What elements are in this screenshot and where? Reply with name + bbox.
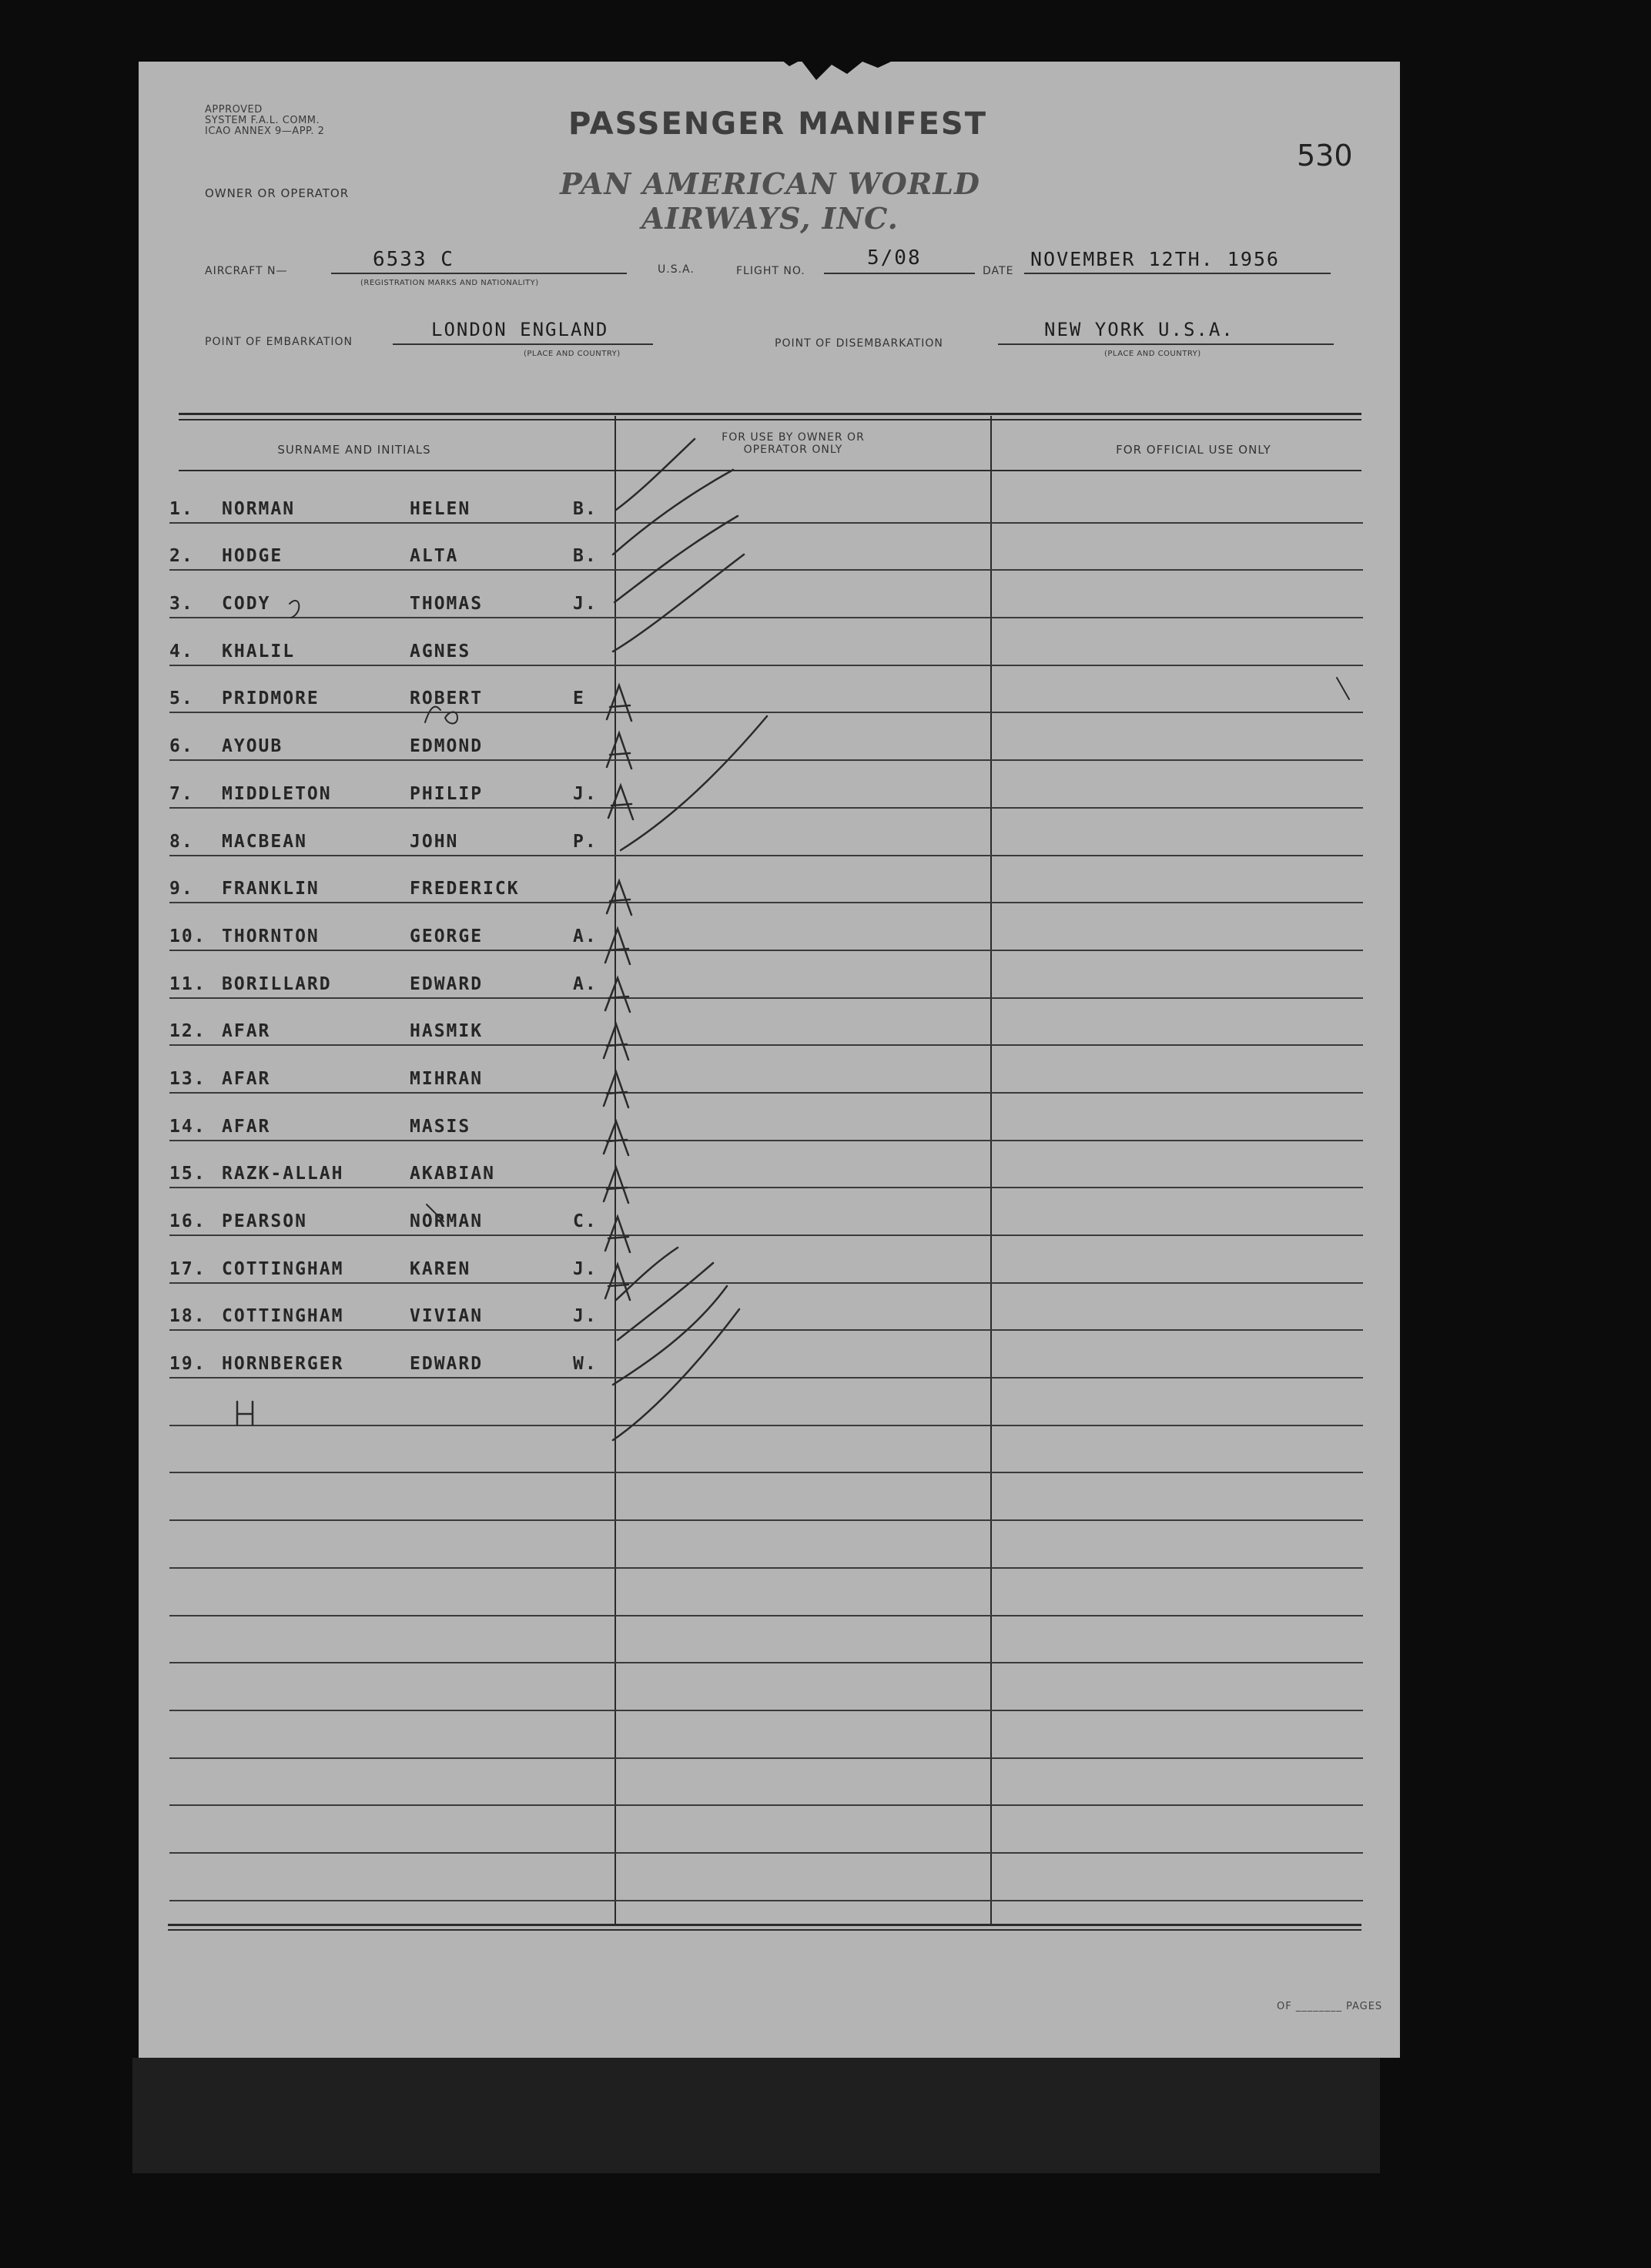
table-row	[169, 571, 1363, 618]
table-row	[169, 1094, 1363, 1141]
page-number: 530	[1297, 139, 1353, 173]
table-row	[169, 856, 1363, 904]
aircraft-label: AIRCRAFT N—	[205, 265, 288, 277]
table-row	[169, 618, 1363, 666]
table-row	[169, 1806, 1363, 1854]
flight-label: FLIGHT NO.	[736, 265, 805, 277]
disembarkation-note: (PLACE AND COUNTRY)	[1104, 350, 1201, 358]
passenger-initial: B.	[573, 546, 598, 567]
passenger-surname: RAZK-ALLAH	[222, 1164, 344, 1184]
date-label: DATE	[983, 265, 1014, 277]
passenger-list	[169, 476, 1363, 1901]
table-row	[169, 1521, 1363, 1569]
passenger-surname: COTTINGHAM	[222, 1258, 344, 1279]
table-row	[169, 761, 1363, 809]
flight-value: 5/08	[867, 246, 922, 270]
passenger-number: 17 .	[169, 1259, 231, 1279]
table-row	[169, 1379, 1363, 1426]
passenger-given-name: JOHN	[410, 831, 459, 852]
manifest-sheet	[139, 62, 1400, 2058]
table-row	[169, 1854, 1363, 1901]
approval-line: SYSTEM F.A.L. COMM.	[205, 115, 320, 126]
table-bottom-rule	[168, 1929, 1361, 1931]
passenger-given-name: HASMIK	[410, 1021, 484, 1042]
passenger-number: 6 .	[169, 736, 231, 756]
table-row	[169, 524, 1363, 571]
passenger-number: 1 .	[169, 499, 231, 519]
table-top-rule	[179, 413, 1361, 415]
table-row	[169, 1188, 1363, 1236]
registration-note: (REGISTRATION MARKS AND NATIONALITY)	[360, 279, 539, 287]
embarkation-value: LONDON ENGLAND	[431, 319, 609, 340]
pages-label: OF ________ PAGES	[1277, 2001, 1383, 2012]
embarkation-label: POINT OF EMBARKATION	[205, 336, 353, 348]
aircraft-line	[331, 273, 627, 274]
passenger-given-name: KAREN	[410, 1258, 471, 1279]
passenger-surname: PRIDMORE	[222, 688, 320, 709]
passenger-initial: J.	[573, 1306, 598, 1327]
approval-line: APPROVED	[205, 104, 263, 116]
passenger-surname: PEARSON	[222, 1211, 307, 1231]
passenger-number: 7 .	[169, 784, 231, 804]
passenger-surname: AYOUB	[222, 736, 283, 757]
page-title: PASSENGER MANIFEST	[568, 106, 987, 142]
passenger-initial: A.	[573, 973, 598, 994]
passenger-number: 13 .	[169, 1069, 231, 1089]
passenger-given-name: NORMAN	[410, 1211, 484, 1231]
passenger-given-name: ROBERT	[410, 688, 484, 709]
passenger-number: 16 .	[169, 1211, 231, 1231]
table-row	[169, 713, 1363, 761]
aircraft-value: 6533 C	[373, 248, 454, 271]
torn-edge	[747, 57, 901, 88]
table-row	[169, 999, 1363, 1047]
passenger-initial: J.	[573, 1258, 598, 1279]
passenger-number: 2 .	[169, 546, 231, 566]
table-row	[169, 1046, 1363, 1094]
passenger-number: 3 .	[169, 594, 231, 614]
passenger-number: 8 .	[169, 832, 231, 852]
passenger-surname: CODY	[222, 594, 271, 615]
passenger-initial: J.	[573, 594, 598, 615]
table-row	[169, 1284, 1363, 1332]
table-row	[169, 809, 1363, 856]
table-row	[169, 1711, 1363, 1759]
passenger-surname: NORMAN	[222, 498, 296, 519]
passenger-given-name: EDWARD	[410, 1354, 484, 1375]
approval-line: ICAO ANNEX 9—APP. 2	[205, 126, 325, 137]
operator-name: PAN AMERICAN WORLD AIRWAYS, INC.	[560, 166, 980, 236]
table-row	[169, 1569, 1363, 1616]
date-value: NOVEMBER 12TH. 1956	[1030, 248, 1280, 270]
passenger-surname: AFAR	[222, 1068, 271, 1089]
embarkation-line	[393, 343, 653, 345]
background-strip	[132, 2058, 1380, 2173]
passenger-given-name: VIVIAN	[410, 1306, 484, 1327]
passenger-surname: MIDDLETON	[222, 783, 332, 804]
passenger-surname: COTTINGHAM	[222, 1306, 344, 1327]
passenger-given-name: EDWARD	[410, 973, 484, 994]
table-row	[169, 1426, 1363, 1474]
table-bottom-rule	[168, 1924, 1361, 1926]
passenger-number: 4 .	[169, 642, 231, 662]
table-row	[169, 1473, 1363, 1521]
disembarkation-line	[998, 343, 1334, 345]
table-top-rule	[179, 419, 1361, 420]
passenger-number: 18 .	[169, 1306, 231, 1326]
passenger-initial: P.	[573, 831, 598, 852]
owner-label: OWNER OR OPERATOR	[205, 186, 350, 200]
passenger-given-name: FREDERICK	[410, 879, 520, 899]
passenger-surname: HORNBERGER	[222, 1354, 344, 1375]
passenger-surname: BORILLARD	[222, 973, 332, 994]
passenger-initial: E	[573, 688, 585, 709]
passenger-given-name: MASIS	[410, 1116, 471, 1137]
passenger-given-name: HELEN	[410, 498, 471, 519]
passenger-surname: FRANKLIN	[222, 879, 320, 899]
passenger-surname: AFAR	[222, 1021, 271, 1042]
column-header-surname: SURNAME AND INITIALS	[277, 443, 431, 457]
table-row	[169, 666, 1363, 714]
passenger-given-name: THOMAS	[410, 594, 484, 615]
table-row	[169, 476, 1363, 524]
passenger-initial: C.	[573, 1211, 598, 1231]
passenger-initial: B.	[573, 498, 598, 519]
table-row	[169, 1141, 1363, 1189]
header-bottom-rule	[179, 470, 1361, 471]
passenger-given-name: PHILIP	[410, 783, 484, 804]
column-header-official-use: FOR OFFICIAL USE ONLY	[1116, 443, 1271, 457]
disembarkation-label: POINT OF DISEMBARKATION	[775, 337, 943, 350]
passenger-number: 12 .	[169, 1021, 231, 1041]
passenger-initial: J.	[573, 783, 598, 804]
passenger-given-name: ALTA	[410, 546, 459, 567]
passenger-given-name: AGNES	[410, 641, 471, 662]
date-line	[1024, 273, 1331, 274]
table-row	[169, 1663, 1363, 1711]
table-row	[169, 1616, 1363, 1664]
passenger-given-name: AKABIAN	[410, 1164, 495, 1184]
passenger-number: 15 .	[169, 1164, 231, 1184]
table-row	[169, 903, 1363, 951]
passenger-number: 5 .	[169, 688, 231, 709]
passenger-number: 14 .	[169, 1117, 231, 1137]
flight-line	[824, 273, 975, 274]
passenger-surname: MACBEAN	[222, 831, 307, 852]
passenger-initial: A.	[573, 926, 598, 946]
passenger-surname: THORNTON	[222, 926, 320, 946]
disembarkation-value: NEW YORK U.S.A.	[1044, 319, 1234, 340]
table-row	[169, 1759, 1363, 1807]
passenger-given-name: MIHRAN	[410, 1068, 484, 1089]
embarkation-note: (PLACE AND COUNTRY)	[524, 350, 621, 358]
usa-label: U.S.A.	[658, 263, 695, 276]
table-row	[169, 951, 1363, 999]
passenger-surname: KHALIL	[222, 641, 296, 662]
passenger-surname: HODGE	[222, 546, 283, 567]
passenger-given-name: GEORGE	[410, 926, 484, 946]
table-row	[169, 1236, 1363, 1284]
passenger-number: 11 .	[169, 974, 231, 994]
passenger-number: 9 .	[169, 879, 231, 899]
column-header-owner-use: FOR USE BY OWNER OR OPERATOR ONLY	[722, 431, 865, 456]
table-row	[169, 1331, 1363, 1379]
passenger-initial: W.	[573, 1354, 598, 1375]
passenger-given-name: EDMOND	[410, 736, 484, 757]
passenger-number: 10 .	[169, 926, 231, 946]
approval-block	[205, 105, 324, 137]
passenger-surname: AFAR	[222, 1116, 271, 1137]
passenger-number: 19 .	[169, 1354, 231, 1374]
